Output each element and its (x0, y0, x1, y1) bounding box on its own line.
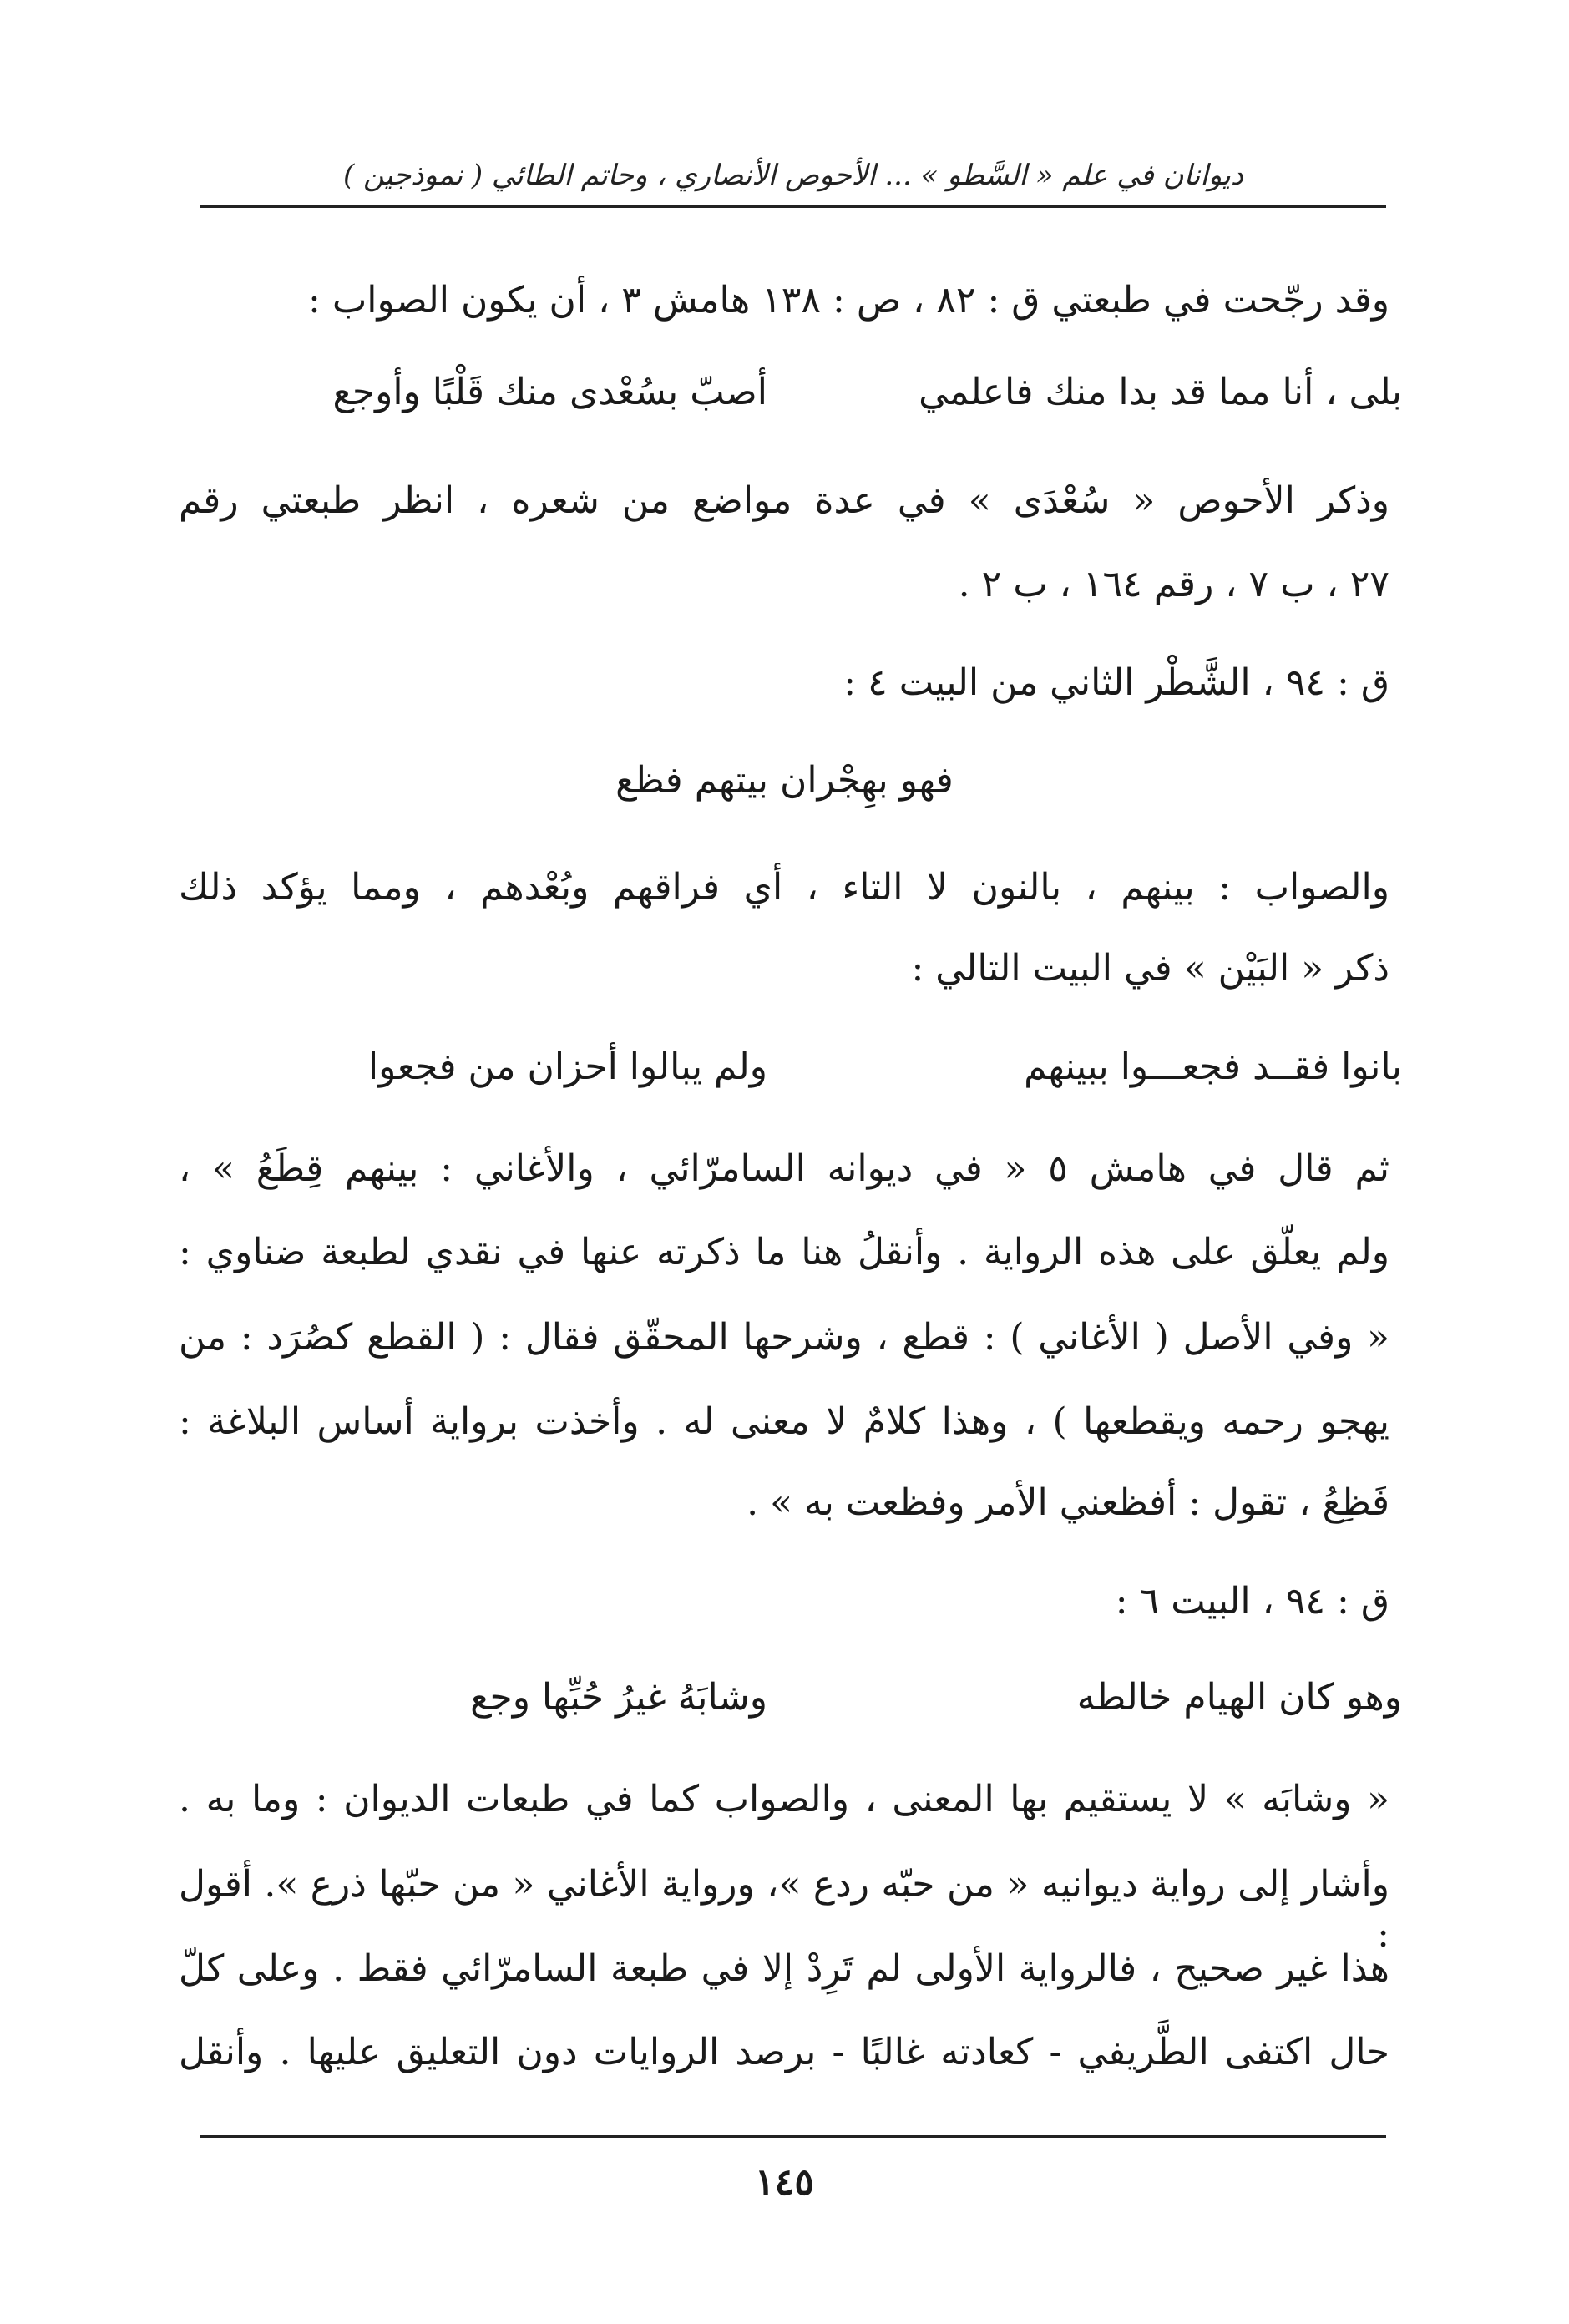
text-line: ذكر « البَيْن » في البيت التالي : (911, 947, 1389, 990)
text-line: وقد رجّحت في طبعتي ق : ٨٢ ، ص : ١٣٨ هامش ٣ ، أن يكون الصواب : (308, 279, 1389, 322)
text-line: ثم قال في هامش ٥ « في ديوانه السامرّائي ، والأغاني : بينهم قِطَعُ » ، (179, 1147, 1389, 1190)
text-line: يهجو رحمه ويقطعها ) ، وهذا كلامٌ لا معنى له . وأخذت برواية أساس البلاغة : (179, 1400, 1389, 1443)
text-line: حال اكتفى الطَّريفي - كعادته غالبًا - برصد الروايات دون التعليق عليها . وأنقل (179, 2031, 1389, 2073)
text-line: وأشار إلى رواية ديوانيه « من حبّه ردع »، ورواية الأغاني « من حبّها ذرع ». أقول : (179, 1863, 1389, 1956)
page-number: ١٤٥ (755, 2161, 814, 2204)
text-line: ولم يعلّق على هذه الرواية . وأنقلُ هنا ما ذكرته عنها في نقدي لطبعة ضناوي : (179, 1231, 1389, 1273)
text-line: وذكر الأحوص « سُعْدَى » في عدة مواضع من شعره ، انظر طبعتي رقم (179, 479, 1389, 522)
verse-first-hemistich: بانوا فقــد فجعـــوا ببينهم (1024, 1046, 1402, 1088)
text-line: ق : ٩٤ ، البيت ٦ : (1115, 1580, 1389, 1623)
footer-rule (200, 2135, 1386, 2138)
text-line: هذا غير صحيح ، فالرواية الأولى لم تَرِدْ إلا في طبعة السامرّائي فقط . وعلى كلّ (179, 1947, 1389, 1990)
verse-first-hemistich: وهو كان الهيام خالطه (1076, 1676, 1402, 1719)
verse-second-hemistich: ولم يبالوا أحزان من فجعوا (367, 1046, 767, 1088)
verse-second-hemistich: أصبّ بسُعْدى منك قَلْبًا وأوجع (332, 371, 767, 413)
text-line: ق : ٩٤ ، الشَّطْر الثاني من البيت ٤ : (843, 661, 1389, 704)
text-line: « وشابَه » لا يستقيم بها المعنى ، والصواب كما في طبعات الديوان : وما به . (179, 1778, 1389, 1820)
text-line: والصواب : بينهم ، بالنون لا التاء ، أي فراقهم وبُعْدهم ، ومما يؤكد ذلك (179, 866, 1389, 909)
text-line: فَظِعُ ، تقول : أفظعني الأمر وفظعت به » . (747, 1481, 1389, 1524)
header-rule (200, 205, 1386, 208)
text-line: ٢٧ ، ب ٧ ، رقم ١٦٤ ، ب ٢ . (958, 563, 1389, 605)
text-line: « وفي الأصل ( الأغاني ) : قطع ، وشرحها المحقّق فقال : ( القطع كصُرَد : من (179, 1316, 1389, 1359)
verse-second-hemistich: وشابَهُ غيرُ حُبِّها وجع (470, 1676, 767, 1719)
verse-single: فهو بهِجْران بيتهم فظع (615, 759, 954, 802)
verse-first-hemistich: بلى ، أنا مما قد بدا منك فاعلمي (919, 371, 1402, 413)
running-header: ديوانان في علم « السَّطو » ... الأحوص الأنصاري ، وحاتم الطائي ( نموذجين ) (342, 159, 1244, 192)
